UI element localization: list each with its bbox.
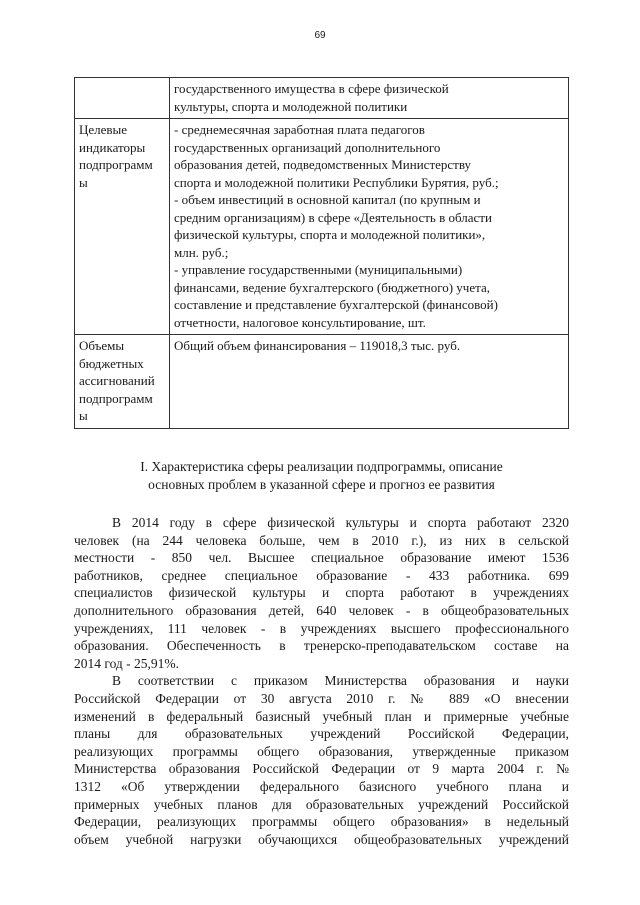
paragraph-line: работников, среднее специальное образование - 433 работника. 699 <box>74 567 569 583</box>
cell-line: ы <box>79 408 88 423</box>
row2-label-cell <box>75 119 170 335</box>
paragraph-line: 2014 год - 25,91%. <box>74 655 180 671</box>
table-row <box>75 119 569 335</box>
cell-line: отчетности, налоговое консультирование, шт. <box>174 314 426 330</box>
paragraph-line: реализующих программы общего образования, утвержденные приказом <box>74 743 569 759</box>
table-row <box>75 78 569 119</box>
row1-label-cell <box>75 78 170 119</box>
cell-line: бюджетных <box>79 355 144 371</box>
cell-line: ассигнований <box>79 373 155 388</box>
cell-line: Целевые <box>79 122 128 137</box>
paragraph-line: местности - 850 чел. Высшее специальное образование имеют 1536 <box>74 550 569 566</box>
row2-value-cell <box>170 119 569 335</box>
cell-line: культуры, спорта и молодежной политики <box>174 98 408 114</box>
cell-line: финансами, ведение бухгалтерского (бюджетного) учета, <box>174 279 490 295</box>
paragraph-line: учреждениях, 111 человек - в учреждениях высшего профессионального <box>74 620 569 636</box>
paragraph <box>74 672 569 848</box>
cell-line: млн. руб.; <box>174 244 229 260</box>
subprogram-passport-table <box>74 77 569 429</box>
paragraph-line: специалистов физической культуры и спорта работают в учреждениях <box>74 585 569 601</box>
body-text <box>74 514 569 848</box>
section-heading <box>74 458 569 493</box>
cell-line: государственного имущества в сфере физической <box>174 81 449 96</box>
page-number: 69 <box>314 30 326 41</box>
cell-line: подпрограмм <box>79 157 153 172</box>
cell-line: средним организациям) в сфере «Деятельность в области <box>174 209 492 225</box>
cell-line: составление и представление бухгалтерской (финансовой) <box>174 297 498 312</box>
row3-value-cell <box>170 335 569 429</box>
cell-line: подпрограмм <box>79 390 153 406</box>
cell-line: государственных организаций дополнительного <box>174 139 441 155</box>
paragraph-line: В соответствии с приказом Министерства образования и науки <box>112 673 569 689</box>
cell-line: - объем инвестиций в основной капитал (по крупным и <box>174 192 481 207</box>
row3-label-cell <box>75 335 170 429</box>
cell-line: ы <box>79 174 88 190</box>
cell-line: индикаторы <box>79 139 146 155</box>
cell-line: Объемы <box>79 338 125 353</box>
heading-line: основных проблем в указанной сфере и прогноз ее развития <box>148 476 495 492</box>
paragraph-line: планы для образовательных учреждений Российской Федерации, <box>74 726 569 742</box>
cell-line: - среднемесячная заработная плата педагогов <box>174 122 425 137</box>
paragraph-line: дополнительного образования детей, 640 человек - в общеобразовательных <box>74 602 569 618</box>
paragraph-line: Министерства образования Российской Федерации от 9 марта 2004 г. № <box>74 761 569 777</box>
cell-line: - управление государственными (муниципальными) <box>174 262 463 277</box>
cell-line: Общий объем финансирования – 119018,3 тыс. руб. <box>174 338 461 353</box>
paragraph-line: объем учебной нагрузки обучающихся общеобразовательных учреждений <box>74 831 569 847</box>
table-row <box>75 335 569 429</box>
paragraph-line: В 2014 году в сфере физической культуры и спорта работают 2320 <box>112 515 569 530</box>
paragraph-line: человек (на 244 человека больше, чем в 2010 г.), из них в сельской <box>74 532 569 548</box>
paragraph <box>74 514 569 672</box>
cell-line: спорта и молодежной политики Республики Бурятия, руб.; <box>174 174 499 190</box>
paragraph-line: образования. Обеспеченность в тренерско-преподавательском составе на <box>74 638 569 654</box>
paragraph-line: Российской Федерации от 30 августа 2010 г. № 889 «О внесении <box>74 690 569 706</box>
row1-value-cell <box>170 78 569 119</box>
paragraph-line: примерных учебных планов для образовательных учреждений Российской <box>74 796 569 812</box>
paragraph-line: 1312 «Об утверждении федерального базисного учебного плана и <box>74 778 569 794</box>
heading-line: I. Характеристика сферы реализации подпрограммы, описание <box>140 459 503 474</box>
cell-line: образования детей, подведомственных Министерству <box>174 157 472 172</box>
cell-line: физической культуры, спорта и молодежной политики», <box>174 227 486 242</box>
paragraph-line: изменений в федеральный базисный учебный план и примерные учебные <box>74 708 569 724</box>
paragraph-line: Федерации, реализующих программы общего образования» в недельный <box>74 814 569 830</box>
